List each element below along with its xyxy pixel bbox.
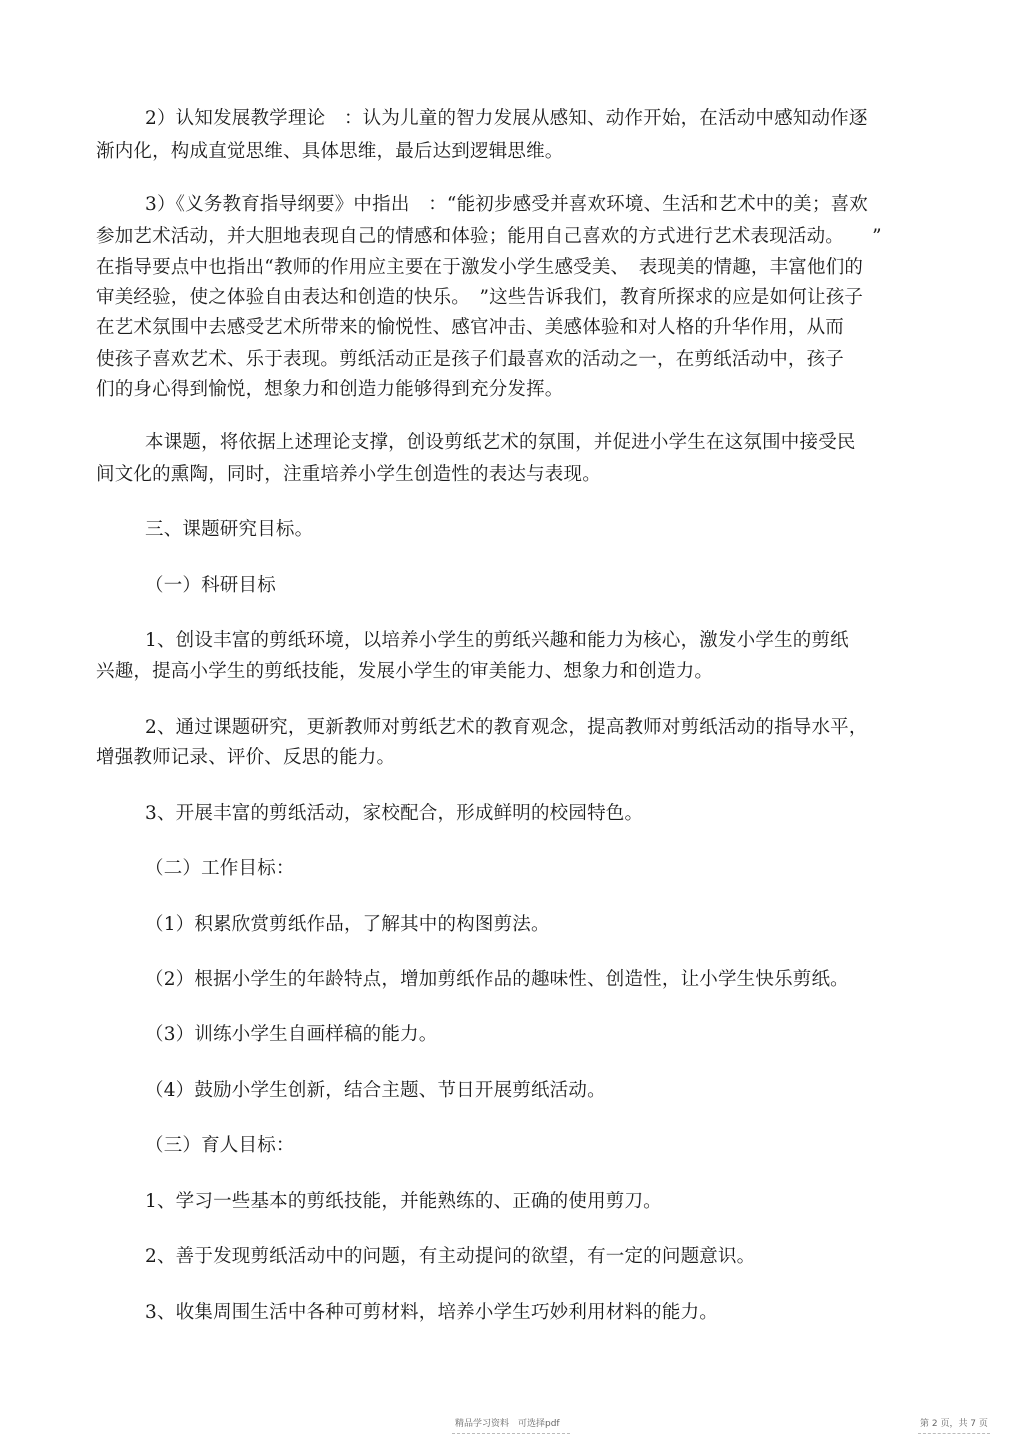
paragraph-line: 在指导要点中也指出“教师的作用应主要在于激发小学生感受美、 表现美的情趣，丰富他们的 xyxy=(96,257,864,278)
paragraph-line: 间文化的熏陶，同时，注重培养小学生创造性的表达与表现。 xyxy=(96,464,601,485)
list-item: 2、善于发现剪纸活动中的问题，有主动提问的欲望，有一定的问题意识。 xyxy=(145,1246,756,1267)
paragraph-line: 3）《义务教育指导纲要》中指出 ：“能初步感受并喜欢环境、生活和艺术中的美；喜欢 xyxy=(145,194,868,215)
list-item: （1）积累欣赏剪纸作品，了解其中的构图剪法。 xyxy=(145,914,550,935)
subsection-heading: （二）工作目标： xyxy=(145,858,295,879)
list-item: 1、学习一些基本的剪纸技能，并能熟练的、正确的使用剪刀。 xyxy=(145,1191,662,1212)
paragraph-line: 兴趣，提高小学生的剪纸技能，发展小学生的审美能力、想象力和创造力。 xyxy=(96,661,714,682)
section-heading: 三、课题研究目标。 xyxy=(145,519,314,540)
paragraph-line: 渐内化，构成直觉思维、具体思维，最后达到逻辑思维。 xyxy=(96,141,564,162)
paragraph-line: 使孩子喜欢艺术、乐于表现。剪纸活动正是孩子们最喜欢的活动之一，在剪纸活动中，孩子 xyxy=(96,349,845,370)
paragraph-line: 参加艺术活动，并大胆地表现自己的情感和体验；能用自己喜欢的方式进行艺术表现活动。 ” xyxy=(96,226,882,247)
list-item: 3、收集周围生活中各种可剪材料，培养小学生巧妙利用材料的能力。 xyxy=(145,1302,718,1323)
paragraph-line: 增强教师记录、评价、反思的能力。 xyxy=(96,747,396,768)
paragraph-line: 本课题，将依据上述理论支撑，创设剪纸艺术的氛围，并促进小学生在这氛围中接受民 xyxy=(145,432,856,453)
list-item: （4）鼓励小学生创新，结合主题、节日开展剪纸活动。 xyxy=(145,1080,606,1101)
paragraph-line: 2）认知发展教学理论 ：认为儿童的智力发展从感知、动作开始，在活动中感知动作逐 xyxy=(145,108,868,129)
subsection-heading: （三）育人目标： xyxy=(145,1135,295,1156)
paragraph-line: 审美经验，使之体验自由表达和创造的快乐。 ”这些告诉我们，教育所探求的应是如何让孩子 xyxy=(96,287,864,308)
list-item: （3）训练小学生自画样稿的能力。 xyxy=(145,1024,438,1045)
list-item: 3、开展丰富的剪纸活动，家校配合，形成鲜明的校园特色。 xyxy=(145,803,644,824)
page-number: 第 2 页，共 7 页 xyxy=(920,1419,988,1429)
subsection-heading: （一）科研目标 xyxy=(145,575,276,596)
footer-divider xyxy=(918,1433,990,1434)
paragraph-line: 在艺术氛围中去感受艺术所带来的愉悦性、感官冲击、美感体验和对人格的升华作用，从而 xyxy=(96,317,845,338)
footer-divider xyxy=(452,1433,570,1434)
paragraph-line: 1、创设丰富的剪纸环境，以培养小学生的剪纸兴趣和能力为核心，激发小学生的剪纸 xyxy=(145,630,849,651)
list-item: （2）根据小学生的年龄特点，增加剪纸作品的趣味性、创造性，让小学生快乐剪纸。 xyxy=(145,969,849,990)
footer-watermark-text: 精品学习资料 可选择pdf xyxy=(455,1419,560,1429)
paragraph-line: 们的身心得到愉悦，想象力和创造力能够得到充分发挥。 xyxy=(96,379,564,400)
paragraph-line: 2、通过课题研究，更新教师对剪纸艺术的教育观念，提高教师对剪纸活动的指导水平， xyxy=(145,717,868,738)
